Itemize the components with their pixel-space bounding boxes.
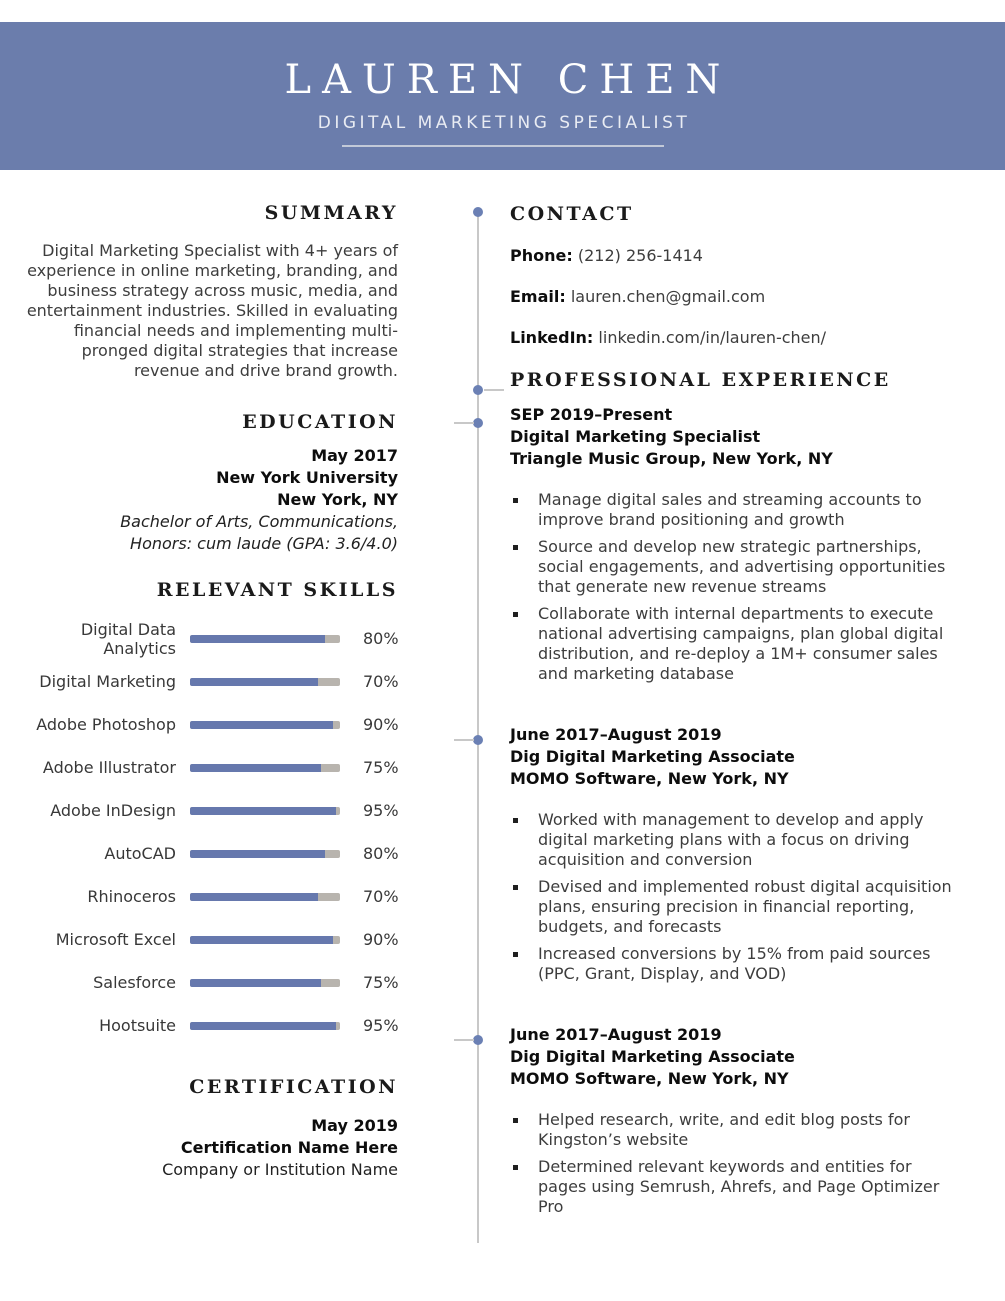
job-bullet: Worked with management to develop and apply digital marketing plans with a focus on driving acquisition and conversion xyxy=(510,810,959,870)
experience-jobs xyxy=(510,404,959,1217)
timeline-dot-contact xyxy=(473,207,483,217)
job-dates: June 2017–August 2019 xyxy=(510,1025,722,1044)
education-heading: EDUCATION xyxy=(242,411,398,433)
contact-line xyxy=(510,328,959,348)
experience-heading: PROFESSIONAL EXPERIENCE xyxy=(510,369,891,391)
skill-bar xyxy=(190,936,340,944)
skill-label: AutoCAD xyxy=(104,844,176,863)
skill-bar-fill xyxy=(190,807,336,815)
job-company: MOMO Software, New York, NY xyxy=(510,1069,789,1088)
job-bullets xyxy=(510,1110,959,1217)
skill-label: Rhinoceros xyxy=(87,887,176,906)
job-bullet: Determined relevant keywords and entities for pages using Semrush, Ahrefs, and Page Optimizer Pro xyxy=(510,1157,959,1217)
timeline-dot-job-1 xyxy=(473,418,483,428)
timeline-connector-left-2 xyxy=(454,739,474,741)
skill-bar-fill xyxy=(190,764,321,772)
contact-line xyxy=(510,287,959,307)
timeline-connector-left-3 xyxy=(454,1039,474,1041)
skill-label: Adobe InDesign xyxy=(50,801,176,820)
skill-label: Microsoft Excel xyxy=(55,930,176,949)
certification-issuer: Company or Institution Name xyxy=(162,1160,398,1179)
contact-heading: CONTACT xyxy=(510,203,634,225)
job-dates: SEP 2019–Present xyxy=(510,405,673,424)
skill-bar xyxy=(190,764,340,772)
header-banner xyxy=(0,22,1005,170)
right-column xyxy=(510,170,1005,1224)
education-degree: Bachelor of Arts, Communications, xyxy=(120,512,398,531)
skill-bar-fill xyxy=(190,979,321,987)
skill-label: Adobe Illustrator xyxy=(42,758,176,777)
job-company: MOMO Software, New York, NY xyxy=(510,769,789,788)
skill-row xyxy=(24,918,398,961)
job-title: Digital Marketing Specialist xyxy=(510,427,761,446)
contact-list xyxy=(510,246,959,348)
skill-percent: 70% xyxy=(363,672,399,691)
skill-bar xyxy=(190,721,340,729)
job-bullet: Helped research, write, and edit blog posts for Kingston’s website xyxy=(510,1110,959,1150)
skill-bar-fill xyxy=(190,893,318,901)
contact-label: Phone: xyxy=(510,246,573,265)
certification-date: May 2019 xyxy=(311,1116,398,1135)
skill-row xyxy=(24,746,398,789)
skill-bar xyxy=(190,1022,340,1030)
job-company: Triangle Music Group, New York, NY xyxy=(510,449,833,468)
certification-block xyxy=(24,1115,398,1181)
skill-label: Salesforce xyxy=(93,973,176,992)
certification-name: Certification Name Here xyxy=(180,1138,398,1157)
skill-bar xyxy=(190,678,340,686)
skill-row xyxy=(24,789,398,832)
job-title: Dig Digital Marketing Associate xyxy=(510,747,795,766)
education-date: May 2017 xyxy=(311,446,398,465)
certification-heading: CERTIFICATION xyxy=(189,1076,398,1098)
skill-bar xyxy=(190,893,340,901)
job-bullets xyxy=(510,810,959,984)
job-bullet: Increased conversions by 15% from paid sources (PPC, Grant, Display, and VOD) xyxy=(510,944,959,984)
skills-list xyxy=(24,617,398,1047)
skill-percent: 80% xyxy=(363,629,399,648)
skill-label: Digital Data Analytics xyxy=(80,619,176,658)
contact-label: Email: xyxy=(510,287,566,306)
skill-bar xyxy=(190,979,340,987)
timeline-connector-right xyxy=(484,389,504,391)
candidate-name: LAUREN CHEN xyxy=(284,57,732,103)
skill-label: Digital Marketing xyxy=(39,672,176,691)
timeline-dot-job-3 xyxy=(473,1035,483,1045)
contact-value: linkedin.com/in/lauren-chen/ xyxy=(598,328,827,347)
candidate-title: DIGITAL MARKETING SPECIALIST xyxy=(317,113,691,133)
job-title: Dig Digital Marketing Associate xyxy=(510,1047,795,1066)
job-bullet: Manage digital sales and streaming accounts to improve brand positioning and growth xyxy=(510,490,959,530)
skill-row xyxy=(24,961,398,1004)
job-bullets xyxy=(510,490,959,684)
summary-heading: SUMMARY xyxy=(264,202,398,224)
skill-percent: 95% xyxy=(363,801,399,820)
job-bullet: Source and develop new strategic partnerships, social engagements, and advertising opportunities that generate new revenue streams xyxy=(510,537,959,597)
skill-bar xyxy=(190,850,340,858)
skill-bar xyxy=(190,807,340,815)
job-bullet: Collaborate with internal departments to execute national advertising campaigns, plan global digital distribution, and re-deploy a 1M+ consumer sales and marketing database xyxy=(510,604,959,684)
job-dates: June 2017–August 2019 xyxy=(510,725,722,744)
timeline-line xyxy=(477,210,479,1243)
skill-row xyxy=(24,703,398,746)
skill-bar-fill xyxy=(190,1022,336,1030)
skill-row xyxy=(24,832,398,875)
skill-bar-fill xyxy=(190,678,318,686)
skill-percent: 75% xyxy=(363,973,399,992)
skill-percent: 95% xyxy=(363,1016,399,1035)
skill-percent: 70% xyxy=(363,887,399,906)
job-entry xyxy=(510,724,959,984)
skill-percent: 90% xyxy=(363,930,399,949)
contact-label: LinkedIn: xyxy=(510,328,594,347)
header-divider xyxy=(342,145,664,147)
skill-bar-fill xyxy=(190,721,333,729)
skills-heading: RELEVANT SKILLS xyxy=(156,579,398,601)
skill-percent: 75% xyxy=(363,758,399,777)
skill-bar xyxy=(190,635,340,643)
timeline-dot-job-2 xyxy=(473,735,483,745)
timeline-dot-experience-heading xyxy=(473,385,483,395)
job-bullet: Devised and implemented robust digital acquisition plans, ensuring precision in financial reporting, budgets, and forecasts xyxy=(510,877,959,937)
skill-label: Adobe Photoshop xyxy=(36,715,176,734)
left-column xyxy=(0,170,398,1224)
contact-line xyxy=(510,246,959,266)
timeline-gutter xyxy=(398,170,510,1224)
skill-row xyxy=(24,660,398,703)
job-entry xyxy=(510,1024,959,1217)
contact-value: lauren.chen@gmail.com xyxy=(570,287,766,306)
skill-percent: 90% xyxy=(363,715,399,734)
skill-bar-fill xyxy=(190,850,325,858)
skill-row xyxy=(24,1004,398,1047)
skill-bar-fill xyxy=(190,936,333,944)
education-block xyxy=(24,445,398,555)
contact-value: (212) 256-1414 xyxy=(577,246,703,265)
skill-row xyxy=(24,875,398,918)
summary-text: Digital Marketing Specialist with 4+ years of experience in online marketing, branding, and business strategy across music, media, and entertainment industries. Skilled in evaluating financial needs and implementing multi-pronged digital strategies that increase revenue and drive brand growth. xyxy=(26,241,398,380)
content-columns xyxy=(0,170,1005,1224)
timeline-connector-left-1 xyxy=(454,422,474,424)
skill-label: Hootsuite xyxy=(99,1016,176,1035)
skill-bar-fill xyxy=(190,635,325,643)
skill-row xyxy=(24,617,398,660)
skill-percent: 80% xyxy=(363,844,399,863)
education-location: New York, NY xyxy=(277,490,398,509)
education-school: New York University xyxy=(216,468,398,487)
education-honors: Honors: cum laude (GPA: 3.6/4.0) xyxy=(130,534,398,553)
job-entry xyxy=(510,404,959,684)
